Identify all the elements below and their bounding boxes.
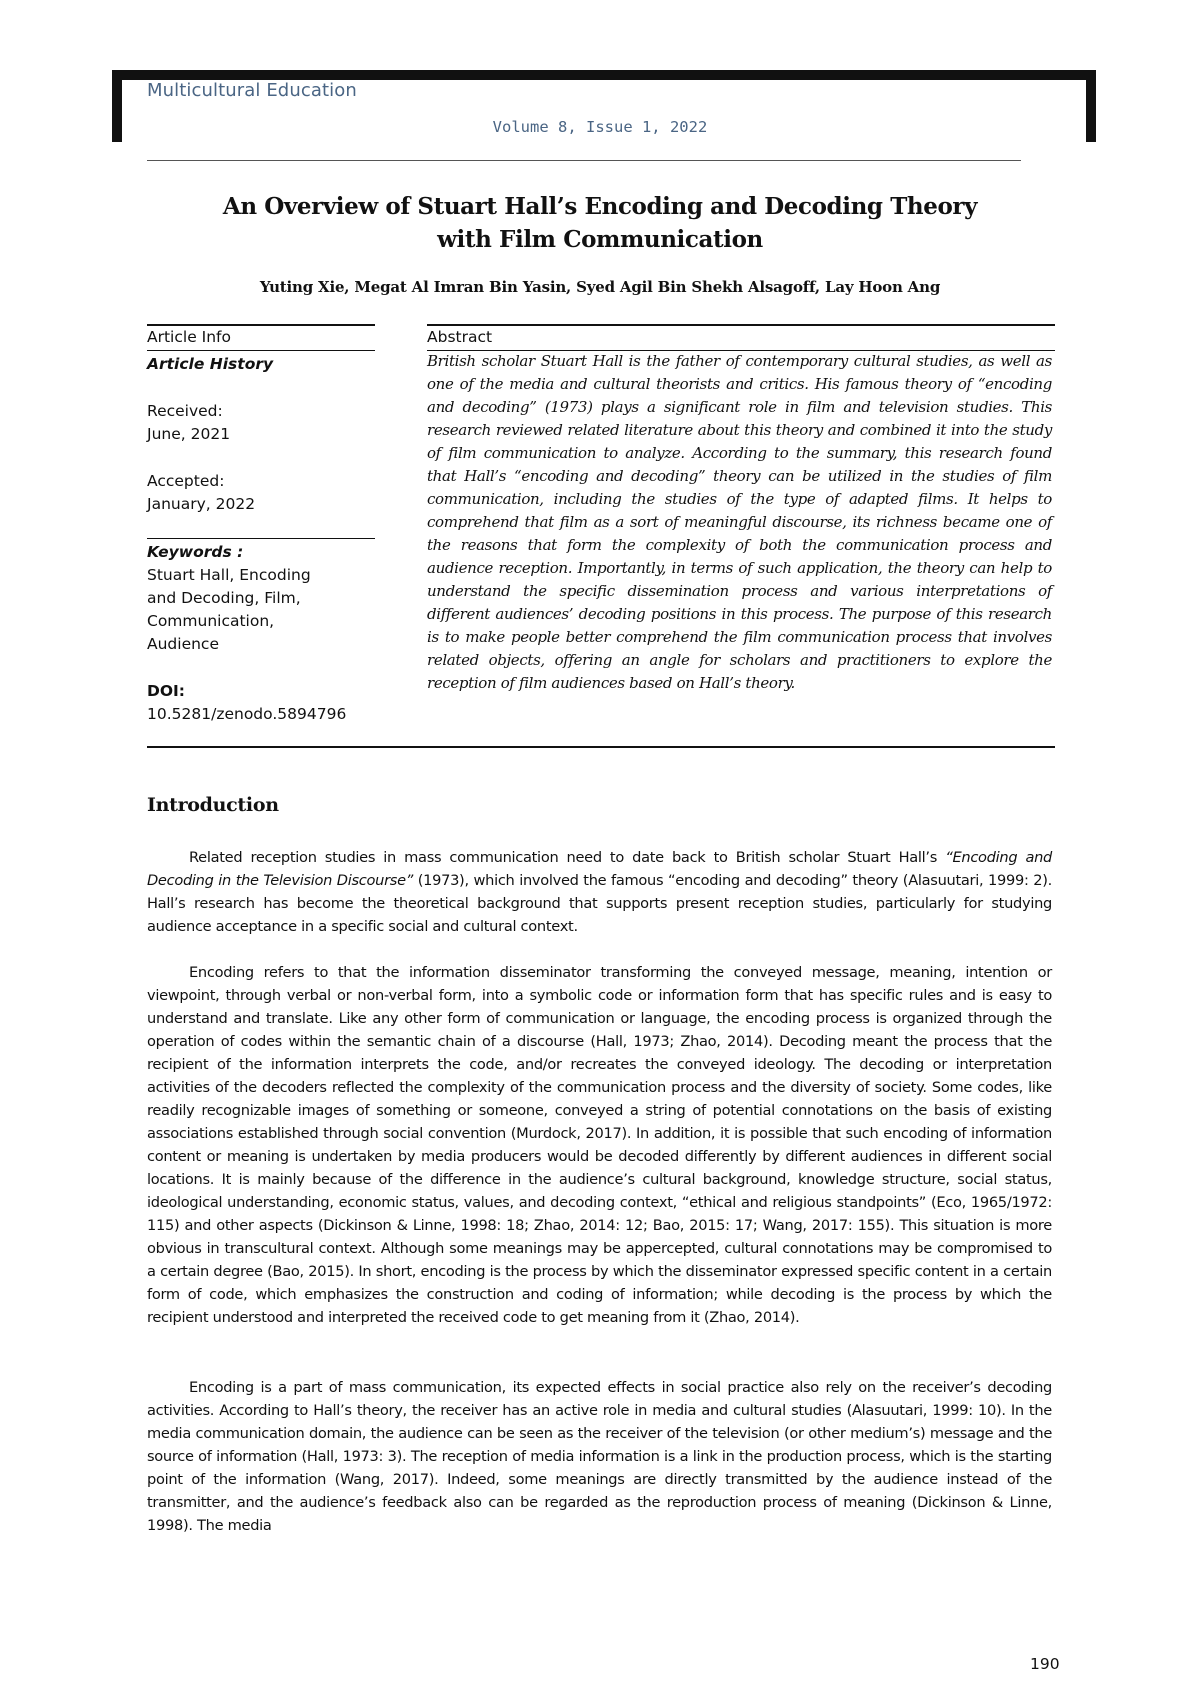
paper-title [0, 190, 1200, 256]
header-frame-top [112, 70, 1096, 80]
volume-issue: Volume 8, Issue 1, 2022 [492, 118, 708, 136]
header-divider [147, 160, 1021, 161]
accepted-date: January, 2022 [147, 495, 256, 513]
received-label: Received: [147, 402, 223, 420]
article-info-top-rule [147, 324, 375, 326]
keywords-label: Keywords : [147, 543, 244, 561]
doi-label: DOI: [147, 682, 186, 700]
keywords-rule [147, 538, 375, 539]
paragraph-text: Encoding refers to that the information disseminator transforming the conveyed message, meaning, intention or viewpoint, through verbal or non-verbal form, into a symbolic code or information form that has specific rules and is easy to understand and translate. Like any other form of communication or language, the encoding process is organized through the operation of codes within the semantic chain of a discourse (Hall, 1973; Zhao, 2014). Decoding meant the process that the recipient of the information interprets the code, and/or recreates the conveyed ideology. The decoding or interpretation activities of the decoders reflected the complexity of the communication process and the diversity of society. Some codes, like readily recognizable images of something or someone, conveyed a string of potential connotations on the basis of existing associations established through social convention (Murdock, 2017). In addition, it is possible that such encoding of information content or meaning is undertaken by media producers would be decoded differently by different audiences in different social locations. It is mainly because of the difference in the audience’s cultural background, knowledge structure, social status, ideological understanding, economic status, values, and decoding context, “ethical and religious standpoints” (Eco, 1965/1972: 115) and other aspects (Dickinson & Linne, 1998: 18; Zhao, 2014: 12; Bao, 2015: 17; Wang, 2017: 155). This situation is more obvious in transcultural context. Although some meanings may be appercepted, cultural connotations may be compromised to a certain degree (Bao, 2015). In short, encoding is the process by which the disseminator expressed specific content in a certain form of code, which emphasizes the construction and coding of information; while decoding is the process by which the recipient understood and interpreted the received code to get meaning from it (Zhao, 2014). [147, 964, 1052, 1326]
title-line-2: with Film Communication [437, 226, 763, 253]
keyword-line: Audience [147, 635, 219, 653]
abstract-text: British scholar Stuart Hall is the father of contemporary cultural studies, as well as one of the media and cultural theorists and critics. His famous theory of “encoding and decoding” (1973) plays a significant role in film and television studies. This research reviewed related literature about this theory and combined it into the study of film communication to analyze. According to the summary, this research found that Hall’s “encoding and decoding” theory can be utilized in the studies of film communication, including the studies of the type of adapted films. It helps to comprehend that film as a sort of meaningful discourse, its richness became one of the reasons that form the complexity of both the communication process and audience reception. Importantly, in terms of such application, the theory can help to understand the specific dissemination process and various interpretations of different audiences’ decoding positions in this process. The purpose of this research is to make people better comprehend the film communication process that involves related objects, offering an angle for scholars and practitioners to explore the reception of film audiences based on Hall’s theory. [427, 352, 1052, 692]
article-history-label: Article History [147, 355, 274, 373]
paragraph-text: Related reception studies in mass communication need to date back to British scholar Stuart Hall’s [189, 849, 946, 866]
introduction-paragraph-3 [147, 1376, 1052, 1537]
article-info-header-rule [147, 350, 375, 351]
keyword-line: and Decoding, Film, [147, 589, 301, 607]
introduction-heading: Introduction [147, 794, 279, 816]
author-list: Yuting Xie, Megat Al Imran Bin Yasin, Syed Agil Bin Shekh Alsagoff, Lay Hoon Ang [259, 278, 941, 296]
keyword-line: Communication, [147, 612, 275, 630]
paragraph-text: Encoding is a part of mass communication, its expected effects in social practice also rely on the receiver’s decoding activities. According to Hall’s theory, the receiver has an active role in media and cultural studies (Alasuutari, 1999: 10). In the media communication domain, the audience can be seen as the receiver of the television (or other medium’s) message and the source of information (Hall, 1973: 3). The reception of media information is a link in the production process, which is the starting point of the information (Wang, 2017). Indeed, some meanings are directly transmitted by the audience instead of the transmitter, and the audience’s feedback also can be regarded as the reproduction process of meaning (Dickinson & Linne, 1998). The media [147, 1379, 1052, 1534]
introduction-paragraph-2 [147, 961, 1052, 1329]
abstract-heading: Abstract [427, 328, 493, 346]
keyword-line: Stuart Hall, Encoding [147, 566, 311, 584]
journal-name: Multicultural Education [147, 80, 357, 101]
paragraph-text: (1973), which involved the famous “encoding and decoding” theory (Alasuutari, 1999: 2). Hall’s research has become the theoretical background that supports present reception studies, particularly for studying audience acceptance in a specific social and cultural context. [147, 872, 1053, 935]
introduction-paragraph-1 [147, 846, 1052, 938]
received-date: June, 2021 [147, 425, 231, 443]
accepted-label: Accepted: [147, 472, 225, 490]
doi-link[interactable]: 10.5281/zenodo.5894796 [147, 705, 347, 723]
table-bottom-rule [147, 746, 1055, 748]
cited-title: “Encoding and Decoding in the Television Discourse” [147, 849, 1052, 889]
abstract-top-rule [427, 324, 1055, 326]
title-line-1: An Overview of Stuart Hall’s Encoding and Decoding Theory [222, 193, 978, 220]
page-number: 190 [1030, 1655, 1060, 1673]
article-info-heading: Article Info [147, 328, 231, 346]
